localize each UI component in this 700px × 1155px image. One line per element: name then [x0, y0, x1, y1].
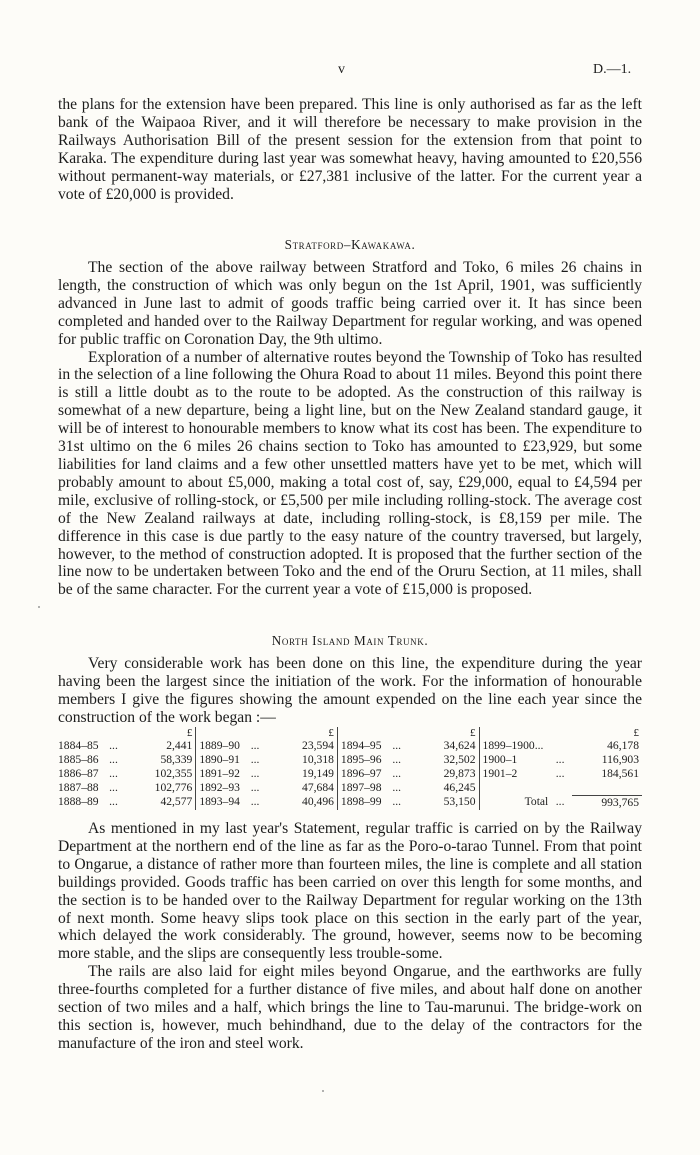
year-label: 1898–99 — [340, 795, 382, 808]
table-row — [58, 767, 642, 781]
amount-value: 23,594 — [267, 739, 337, 753]
amount-value: 53,150 — [409, 795, 479, 810]
currency-mark: £ — [267, 727, 337, 739]
amount-value: 32,502 — [409, 753, 479, 767]
amount-value: 19,149 — [267, 767, 337, 781]
year-label: 1892–93 — [199, 781, 240, 794]
expenditure-table — [58, 727, 642, 810]
currency-mark: £ — [125, 727, 195, 739]
leader-dots: ... — [392, 781, 402, 794]
stratford-paragraph-1: The section of the above railway between Stratford and Toko, 6 miles 26 chains in length, the construction of which was only begun on the 1st April, 1901, was sufficiently advanced in June last to admit of goods traffic being carried over it. It has since been completed and handed over to the Railway Department for regular working, and was opened for public traffic on Coronation Day, the 9th ultimo. — [58, 259, 642, 348]
currency-mark: £ — [633, 727, 639, 739]
total-label: Total — [524, 795, 549, 808]
year-label: 1896–97 — [340, 767, 382, 780]
year-label: 1897–98 — [340, 781, 382, 794]
year-label: 1884–85 — [58, 739, 99, 752]
stratford-kawakawa-heading: Stratford–Kawakawa. — [284, 237, 416, 252]
footer-speck — [322, 1090, 324, 1092]
leader-dots: ... — [392, 739, 402, 752]
table-row — [58, 781, 642, 795]
amount-value: 40,496 — [267, 795, 337, 810]
amount-value: 34,624 — [409, 739, 479, 753]
leader-dots: ... — [555, 753, 565, 766]
year-label: 1890–91 — [199, 753, 240, 766]
table-row — [58, 795, 642, 810]
north-island-main-trunk-heading: North Island Main Trunk. — [271, 633, 429, 648]
main-trunk-intro-block — [58, 655, 642, 727]
amount-value: 46,245 — [409, 781, 479, 795]
document-reference: D.—1. — [593, 62, 632, 77]
page-header — [0, 62, 700, 82]
leader-dots: ... — [109, 739, 118, 752]
amount-value: 42,577 — [125, 795, 195, 810]
leader-dots: ... — [555, 767, 565, 780]
year-label: 1891–92 — [199, 767, 240, 780]
margin-speck — [38, 606, 40, 608]
stratford-kawakawa-body — [58, 259, 642, 599]
amount-value: 46,178 — [607, 739, 639, 752]
amount-value: 10,318 — [267, 753, 337, 767]
main-trunk-paragraph-1: As mentioned in my last year's Statement, regular traffic is carried on by the Railway Department at the northern end of the line as far as the Poro-o-tarao Tunnel. From that point to Ongarue, a distance of rather more than fourteen miles, the line is complete and all station buildings provided. Goods traffic has been carried on over this length for some months, and the section is to be handed over to the Railway Department for regular working on the 13th of next month. Some heavy slips took place on this section in the early part of the year, which delayed the work considerably. The ground, however, seems now to be becoming more stable, and the slips are consequently less trouble-some. — [58, 820, 642, 963]
leader-dots: ... — [250, 753, 260, 766]
amount-value: 29,873 — [409, 767, 479, 781]
total-value: 993,765 — [572, 795, 642, 810]
amount-value: 58,339 — [125, 753, 195, 767]
amount-value: 116,903 — [601, 753, 639, 766]
year-label: 1889–90 — [199, 739, 240, 752]
leader-dots: ... — [555, 795, 565, 808]
leader-dots: ... — [392, 767, 402, 780]
year-label: 1885–86 — [58, 753, 99, 766]
leader-dots: ... — [392, 795, 402, 808]
amount-value: 47,684 — [267, 781, 337, 795]
main-trunk-intro: Very considerable work has been done on this line, the expenditure during the year having been the largest since the initiation of the work. For the information of honourable members I give the figures showing the amount expended on the line each year since the construction of the work began :— — [58, 655, 642, 726]
leader-dots: ... — [109, 753, 118, 766]
leader-dots: ... — [109, 795, 118, 808]
year-label: 1900–1 — [482, 753, 518, 766]
year-label: 1887–88 — [58, 781, 99, 794]
currency-mark: £ — [409, 727, 479, 739]
currency-row — [58, 727, 642, 739]
year-label: 1893–94 — [199, 795, 240, 808]
karaka-paragraph: the plans for the extension have been prepared. This line is only authorised as far as the left bank of the Waipaoa River, and it will therefore be necessary to make provision in the Railways Authorisation Bill of the present session for the extension from that point to Karaka. The expenditure during last year was somewhat heavy, having amounted to £20,556 without permanent-way materials, or £27,381 inclusive of the latter. For the current year a vote of £20,000 is provided. — [58, 96, 642, 203]
leader-dots: ... — [250, 739, 260, 752]
table-row — [58, 739, 642, 753]
leader-dots: ... — [392, 753, 402, 766]
amount-value: 102,776 — [125, 781, 195, 795]
leader-dots: ... — [250, 767, 260, 780]
table-row — [58, 753, 642, 767]
year-label: 1899–1900... — [482, 739, 544, 752]
year-label: 1895–96 — [340, 753, 382, 766]
year-label: 1886–87 — [58, 767, 99, 780]
year-label: 1888–89 — [58, 795, 99, 808]
amount-value: 2,441 — [125, 739, 195, 753]
amount-value: 102,355 — [125, 767, 195, 781]
main-trunk-paragraph-2: The rails are also laid for eight miles beyond Ongarue, and the earthworks are fully three-fourths completed for a further distance of five miles, and about half done on another section of two miles and a half, which brings the line to Tau-marunui. The bridge-work on this section is, however, much behindhand, due to the delay of the contractors for the manufacture of the iron and steel work. — [58, 963, 642, 1052]
page-number: v — [338, 62, 345, 77]
leader-dots: ... — [109, 781, 118, 794]
karaka-paragraph-block — [58, 96, 642, 203]
leader-dots: ... — [250, 781, 260, 794]
leader-dots: ... — [250, 795, 260, 808]
year-label: 1901–2 — [482, 767, 518, 780]
leader-dots: ... — [109, 767, 118, 780]
stratford-paragraph-2: Exploration of a number of alternative routes beyond the Township of Toko has resulted in the selection of a line following the Ohura Road to about 11 miles. Beyond this point there is still a little doubt as to the route to be adopted. As the construction of this railway is somewhat of a new departure, being a light line, but on the New Zealand standard gauge, it will be of interest to honourable members to know what its cost has been. The expenditure to 31st ultimo on the 6 miles 26 chains section to Toko has amounted to £23,929, but some liabilities for land claims and a few other unsettled matters have yet to be met, which will probably amount to about £5,000, making a total cost of, say, £29,000, equal to £4,594 per mile, exclusive of rolling-stock, or £5,500 per mile including rolling-stock. The average cost of the New Zealand railways at date, including rolling-stock, is £8,159 per mile. The difference in this case is due partly to the easy nature of the country traversed, but largely, however, to the method of construction adopted. It is proposed that the further section of the line now to be undertaken between Toko and the end of the Oruru Section, at 11 miles, shall be of the same character. For the current year a vote of £15,000 is proposed. — [58, 348, 642, 599]
amount-value: 184,561 — [601, 767, 639, 780]
main-trunk-body — [58, 820, 642, 1053]
year-label: 1894–95 — [340, 739, 382, 752]
